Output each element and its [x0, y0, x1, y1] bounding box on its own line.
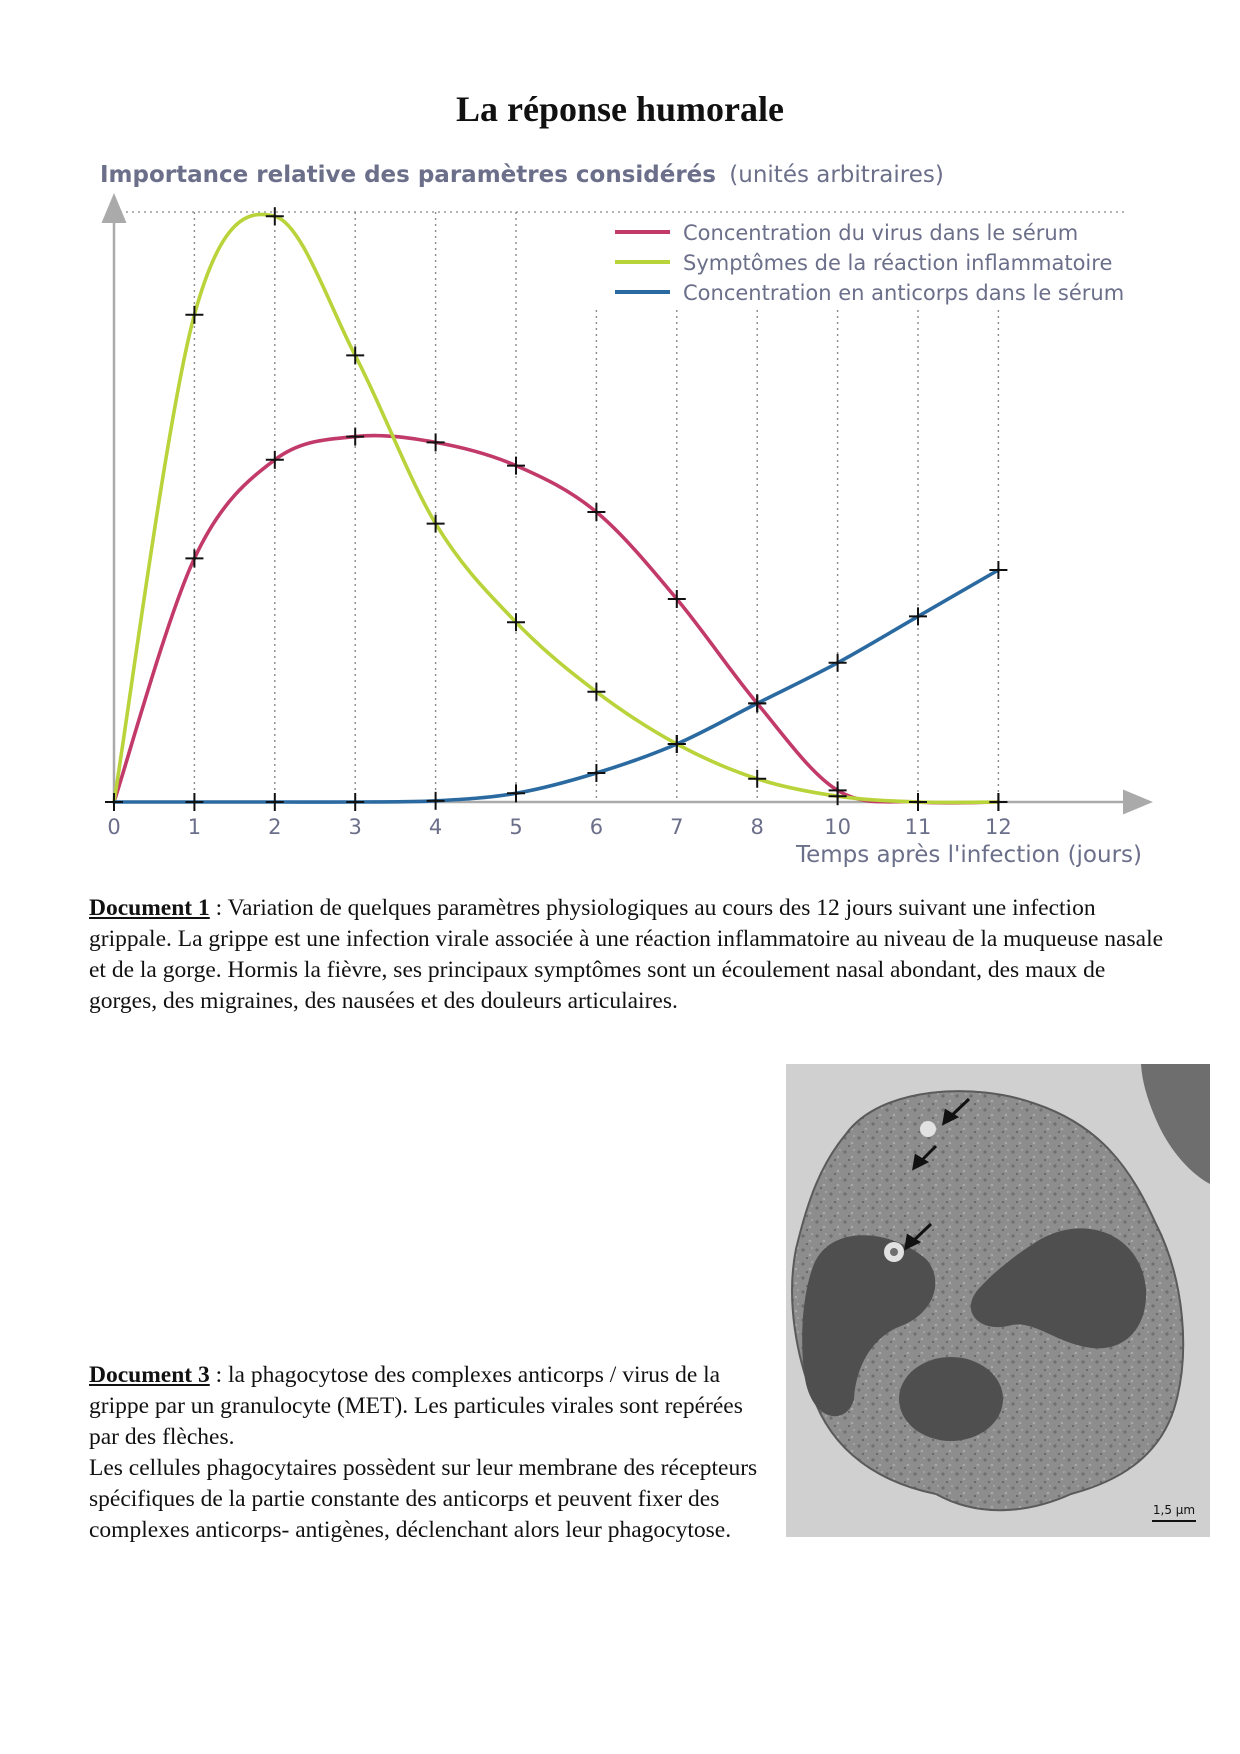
x-tick-label: 12 [985, 815, 1012, 839]
data-point [105, 793, 123, 811]
x-tick-label: 1 [187, 815, 202, 839]
data-point [507, 784, 525, 802]
data-point [507, 457, 525, 475]
document-3-label: Document 3 [89, 1362, 210, 1388]
data-point [427, 433, 445, 451]
x-tick-label: 4 [428, 815, 443, 839]
document-3-caption [89, 1360, 777, 1546]
x-axis-label: Temps après l'infection (jours) [795, 842, 1142, 868]
y-axis-label-main: Importance relative des paramètres considérés [100, 162, 716, 188]
x-tick-label: 6 [589, 815, 604, 839]
data-point [185, 306, 203, 324]
y-axis-label-unit: (unités arbitraires) [729, 162, 944, 188]
x-tick-label: 7 [670, 815, 684, 839]
data-point [346, 793, 364, 811]
x-tick-label: 8 [750, 815, 764, 839]
data-point [989, 793, 1007, 811]
data-point [427, 515, 445, 533]
x-tick-label: 3 [348, 815, 362, 839]
x-tick-label: 11 [904, 815, 932, 839]
page-title: La réponse humorale [456, 89, 784, 129]
document-3-text-1: : la phagocytose des complexes anticorps / virus de la grippe par un granulocyte (MET). Les particules virales sont repérées par des flèches. [89, 1362, 743, 1450]
data-point [748, 770, 766, 788]
legend-label: Symptômes de la réaction inflammatoire [683, 251, 1113, 275]
x-tick-label: 2 [268, 815, 282, 839]
data-point [427, 792, 445, 810]
series-line-3 [114, 570, 998, 802]
document-1-caption [89, 893, 1174, 1017]
legend-label: Concentration en anticorps dans le sérum [683, 281, 1125, 305]
data-point [266, 207, 284, 225]
data-point [346, 428, 364, 446]
data-point [266, 793, 284, 811]
data-point [909, 793, 927, 811]
micrograph-image [786, 1064, 1210, 1537]
document-1-label: Document 1 [89, 895, 210, 921]
data-point [668, 735, 686, 753]
line-chart [80, 150, 1160, 880]
data-point [989, 561, 1007, 579]
legend-label: Concentration du virus dans le sérum [683, 221, 1079, 245]
x-tick-label: 10 [824, 815, 851, 839]
data-point [829, 654, 847, 672]
document-1-text: : Variation de quelques paramètres physiologiques au cours des 12 jours suivant une infection grippale. La grippe est une infection virale associée à une réaction inflammatoire au niveau de la muqueuse nasale et de la gorge. Hormis la fièvre, ses principaux symptômes sont un écoulement nasal abondant, des maux de gorges, des migraines, des nausées et des douleurs articulaires. [89, 895, 1164, 1014]
data-point [909, 607, 927, 625]
data-point [587, 764, 605, 782]
data-point [185, 549, 203, 567]
data-point [346, 346, 364, 364]
data-point [185, 793, 203, 811]
series-line-1 [114, 436, 998, 803]
document-3-text-2: Les cellules phagocytaires possèdent sur leur membrane des récepteurs spécifiques de la partie constante des anticorps et peuvent fixer des complexes anticorps- antigènes, déclenchant alors leur phagocytose. [89, 1455, 758, 1543]
x-tick-label: 0 [107, 815, 121, 839]
scale-bar-label: 1,5 µm [1152, 1503, 1196, 1517]
y-axis-label [100, 162, 944, 188]
x-tick-label: 5 [509, 815, 523, 839]
